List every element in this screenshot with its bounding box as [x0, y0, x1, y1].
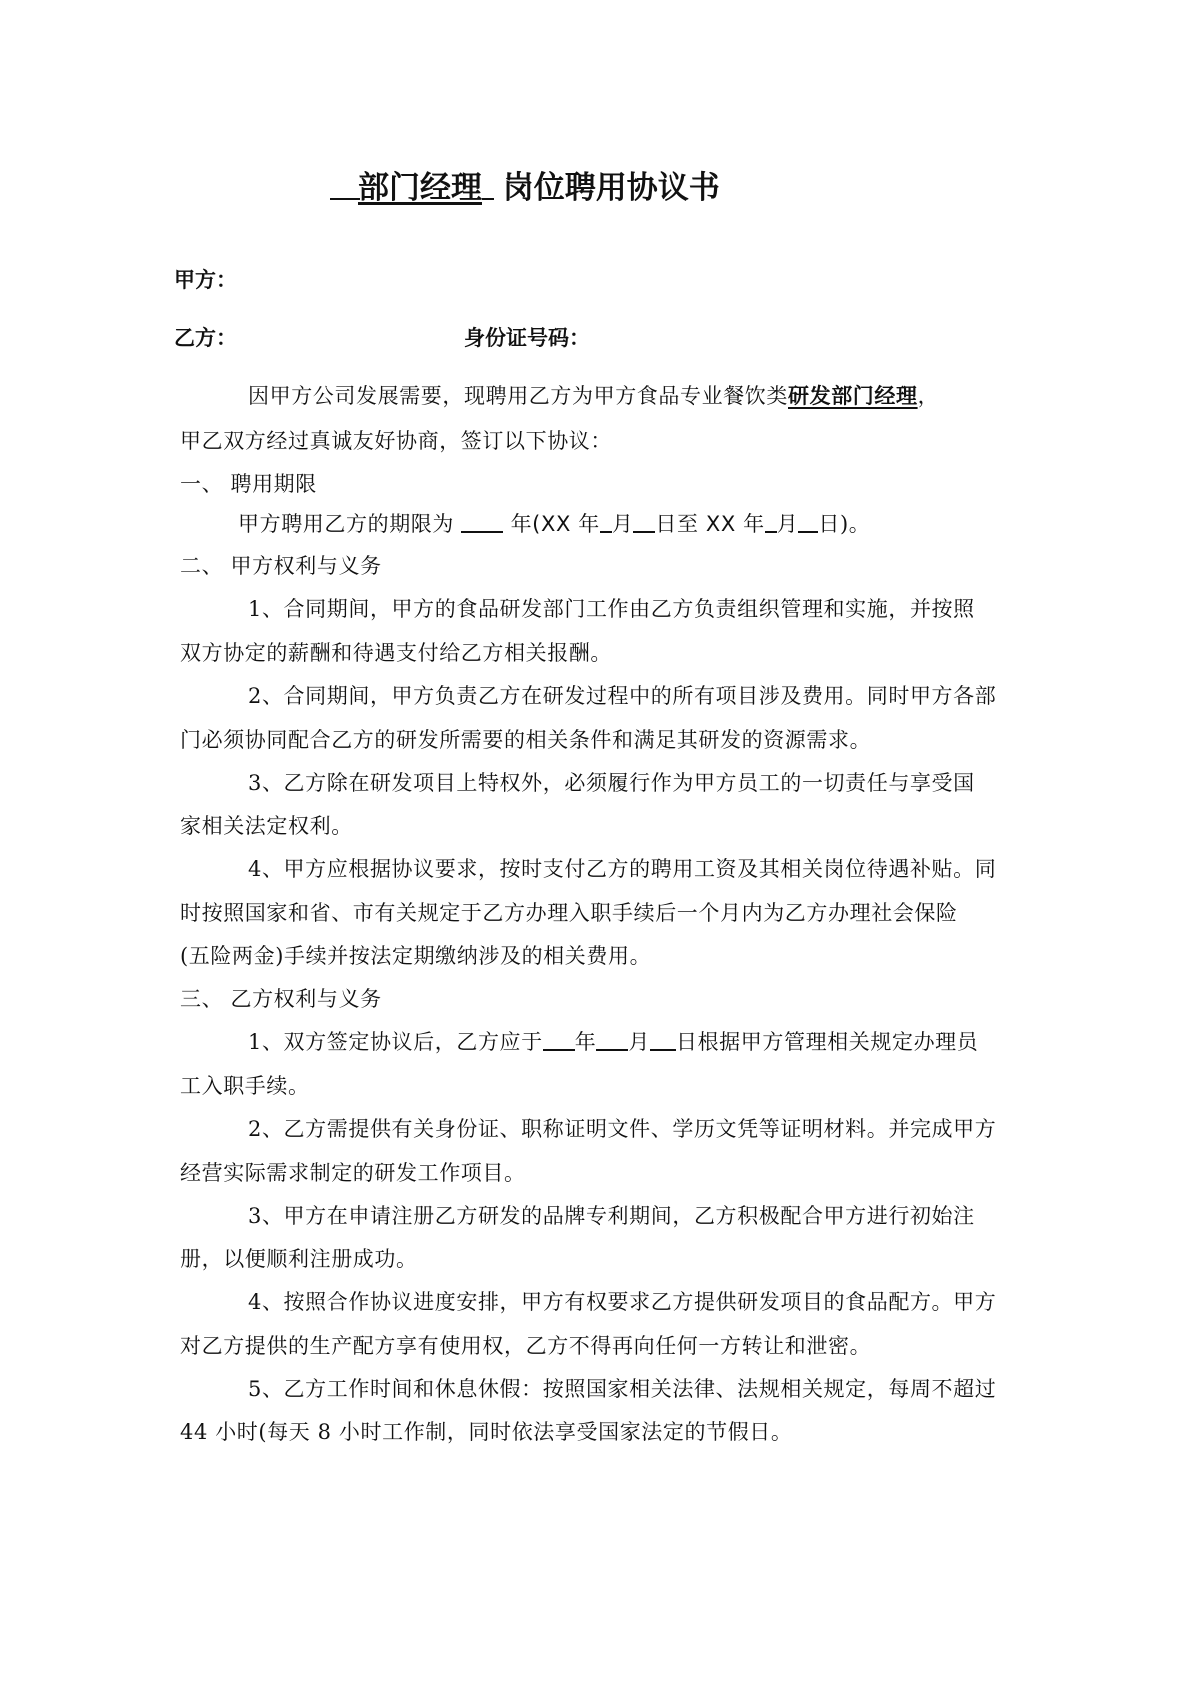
- section-3-onboard-date: 1、双方签定协议后，乙方应于 年 月 日根据甲方管理相关规定办理员: [248, 1030, 979, 1054]
- section-3-line: 2、乙方需提供有关身份证、职称证明文件、学历文凭等证明材料。并完成甲方: [248, 1117, 997, 1141]
- section-2-line: 3、乙方除在研发项目上特权外，必须履行作为甲方员工的一切责任与享受国: [248, 771, 975, 795]
- title-role: 部门经理: [358, 170, 482, 206]
- section-3-line: 4、按照合作协议进度安排，甲方有权要求乙方提供研发项目的食品配方。甲方: [248, 1290, 997, 1314]
- section-2-line: 家相关法定权利。: [180, 814, 353, 838]
- section-2-line: 1、合同期间，甲方的食品研发部门工作由乙方负责组织管理和实施，并按照: [248, 597, 975, 621]
- party-b-label: 乙方：: [174, 326, 237, 350]
- section-3-heading: 三、 乙方权利与义务: [180, 987, 382, 1011]
- section-1-term: 甲方聘用乙方的期限为 年(XX 年 月 日至 XX 年 月 日)。: [238, 512, 871, 536]
- section-2-line: 时按照国家和省、市有关规定于乙方办理入职手续后一个月内为乙方办理社会保险: [180, 901, 958, 925]
- section-2-heading: 二、 甲方权利与义务: [180, 554, 382, 578]
- section-1-heading: 一、 聘用期限: [180, 472, 317, 496]
- document-title: [330, 162, 720, 207]
- position-name: 研发部门经理: [788, 383, 918, 408]
- section-3-line: 工入职手续。: [180, 1074, 310, 1098]
- section-3-line: 册，以便顺利注册成功。: [180, 1247, 418, 1271]
- intro-line-1: 因甲方公司发展需要，现聘用乙方为甲方食品专业餐饮类研发部门经理，: [248, 383, 940, 408]
- section-2-line: (五险两金)手续并按法定期缴纳涉及的相关费用。: [180, 944, 652, 968]
- title-rest: 岗位聘用协议书: [502, 170, 720, 206]
- section-3-line: 44 小时(每天 8 小时工作制，同时依法享受国家法定的节假日。: [180, 1420, 793, 1444]
- section-3-line: 3、甲方在申请注册乙方研发的品牌专利期间，乙方积极配合甲方进行初始注: [248, 1204, 975, 1228]
- section-2-line: 双方协定的薪酬和待遇支付给乙方相关报酬。: [180, 641, 612, 665]
- section-2-line: 4、甲方应根据协议要求，按时支付乙方的聘用工资及其相关岗位待遇补贴。同: [248, 857, 997, 881]
- section-3-line: 对乙方提供的生产配方享有使用权，乙方不得再向任何一方转让和泄密。: [180, 1334, 872, 1358]
- section-2-line: 2、合同期间，甲方负责乙方在研发过程中的所有项目涉及费用。同时甲方各部: [248, 684, 997, 708]
- party-a-label: 甲方：: [174, 268, 237, 292]
- intro-line-2: 甲乙双方经过真诚友好协商，签订以下协议：: [180, 429, 612, 453]
- section-3-line: 经营实际需求制定的研发工作项目。: [180, 1161, 526, 1185]
- section-2-line: 门必须协同配合乙方的研发所需要的相关条件和满足其研发的资源需求。: [180, 728, 872, 752]
- title-blank: [330, 170, 360, 200]
- id-number-label: 身份证号码：: [464, 326, 590, 350]
- section-3-line: 5、乙方工作时间和休息休假：按照国家相关法律、法规相关规定，每周不超过: [248, 1377, 997, 1401]
